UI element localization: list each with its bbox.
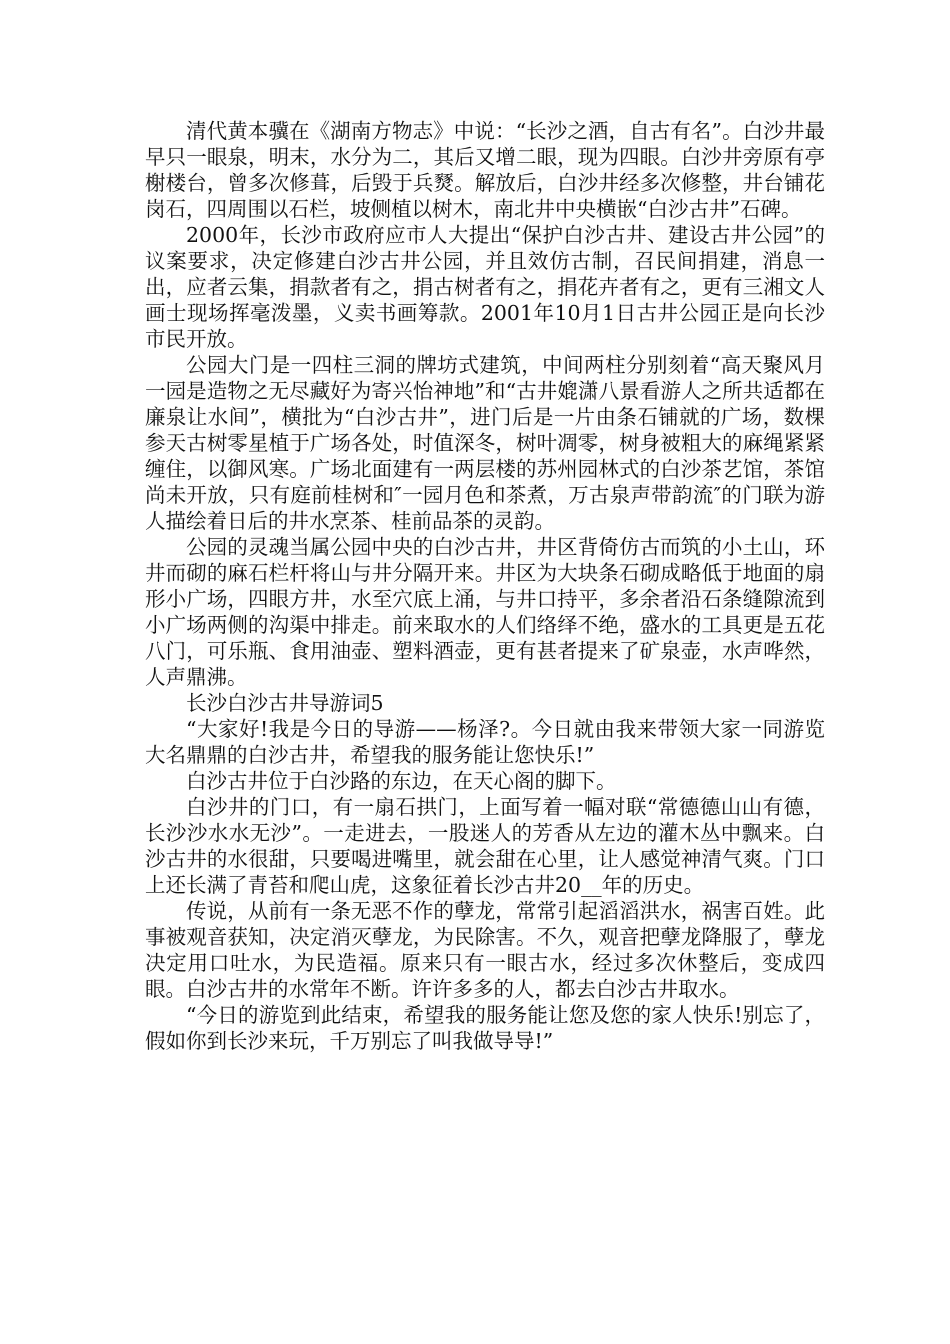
paragraph-closing: “今日的游览到此结束，希望我的服务能让您及您的家人快乐!别忘了，假如你到长沙来玩，千万别忘了叫我做导导!”	[145, 1003, 825, 1053]
section-heading: 长沙白沙古井导游词5	[186, 691, 384, 715]
paragraph-location: 白沙古井位于白沙路的东边，在天心阁的脚下。	[186, 769, 617, 793]
paragraph-well-area: 公园的灵魂当属公园中央的白沙古井，井区背倚仿古而筑的小土山，环井而砌的麻石栏杆将山与井分隔开来。井区为大块条石砌成略低于地面的扇形小广场，四眼方井，水至穴底上涌，与井口持平，多余者沿石条缝隙流到小广场两侧的沟渠中排走。前来取水的人们络绎不绝，盛水的工具更是五花八门，可乐瓶、食用油壶、塑料酒壶，更有甚者提来了矿泉壶，水声哗然，人声鼎沸。	[145, 535, 825, 689]
paragraph-legend: 传说，从前有一条无恶不作的孽龙，常常引起滔滔洪水，祸害百姓。此事被观音获知，决定消灭孽龙，为民除害。不久，观音把孽龙降服了，孽龙决定用口吐水，为民造福。原来只有一眼古水，经过多次休整后，变成四眼。白沙古井的水常年不断。许许多多的人，都去白沙古井取水。	[145, 899, 825, 1001]
paragraph-entrance: 白沙井的门口，有一扇石拱门，上面写着一幅对联“常德德山山有德，长沙沙水水无沙”。一走进去，一股迷人的芳香从左边的灌木丛中飘来。白沙古井的水很甜，只要喝进嘴里，就会甜在心里，让人感觉神清气爽。门口上还长满了青苔和爬山虎，这象征着长沙古井20__年的历史。	[145, 795, 825, 897]
document-body	[145, 118, 825, 1054]
paragraph-history: 清代黄本骥在《湖南方物志》中说：“长沙之酒，自古有名”。白沙井最早只一眼泉，明末，水分为二，其后又增二眼，现为四眼。白沙井旁原有亭榭楼台，曾多次修葺，后毁于兵燹。解放后，白沙井经多次修整，井台铺花岗石，四周围以石栏，坡侧植以树木，南北井中央横嵌“白沙古井”石碑。	[145, 119, 825, 221]
paragraph-greeting: “大家好!我是今日的导游——杨泽?。今日就由我来带领大家一同游览大名鼎鼎的白沙古井，希望我的服务能让您快乐!”	[145, 717, 825, 767]
paragraph-park-gate: 公园大门是一四柱三洞的牌坊式建筑，中间两柱分别刻着“高天聚风月一园是造物之无尽藏好为寄兴怡神地”和“古井媲潇八景看游人之所共适都在廉泉让水间”，横批为“白沙古井”，进门后是一片由条石铺就的广场，数棵参天古树零星植于广场各处，时值深冬，树叶凋零，树身被粗大的麻绳紧紧缠住，以御风寒。广场北面建有一两层楼的苏州园林式的白沙茶艺馆，茶馆尚未开放，只有庭前桂树和″一园月色和茶煮，万古泉声带韵流″的门联为游人描绘着日后的井水烹茶、桂前品茶的灵韵。	[145, 353, 825, 533]
paragraph-park-construction: 2000年，长沙市政府应市人大提出“保护白沙古井、建设古井公园”的议案要求，决定修建白沙古井公园，并且效仿古制，召民间捐建，消息一出，应者云集，捐款者有之，捐古树者有之，捐花卉者有之，更有三湘文人画士现场挥毫泼墨，义卖书画筹款。2001年10月1日古井公园正是向长沙市民开放。	[145, 223, 825, 351]
